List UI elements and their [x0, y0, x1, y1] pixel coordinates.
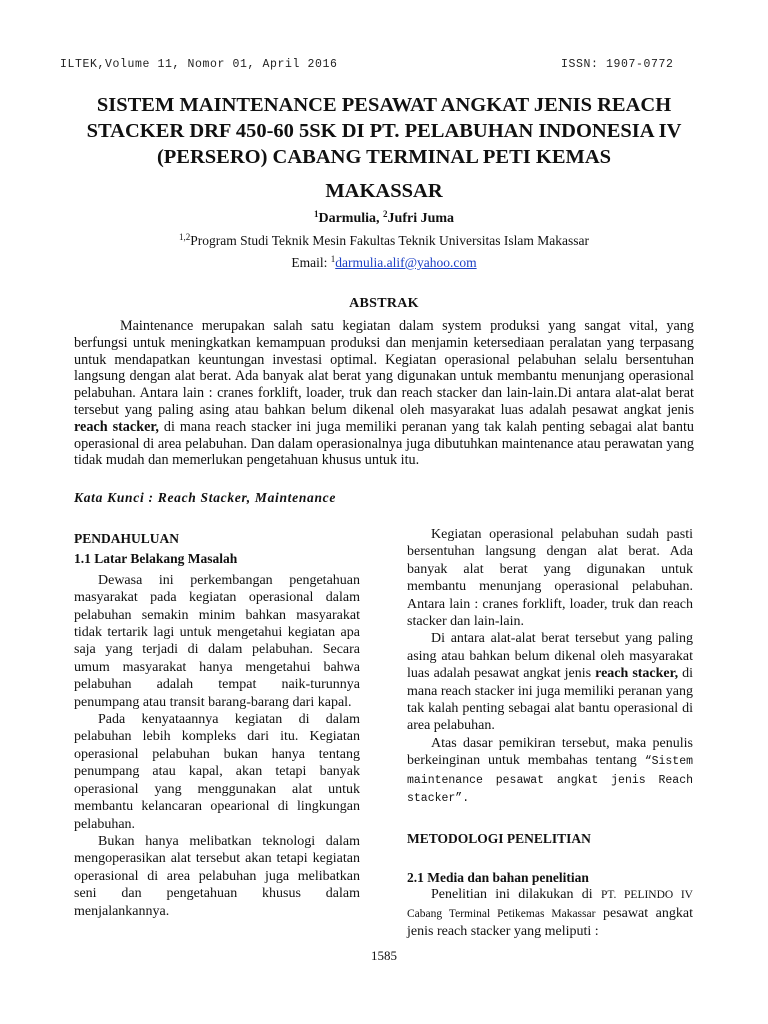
author-superscript: 2	[383, 209, 388, 219]
small-caps-text: Cabang Terminal Petikemas Makassar	[407, 907, 596, 920]
paragraph: Dewasa ini perkembangan pengetahuan masyarakat pada kegiatan operasional dalam pelabuhan semakin minim bahkan masyarakat tidak tertarik lagi untuk mengetahui kegiatan apa saja yang terjadi di dalam pelabuhan. Secara umum masyarakat hanya mengetahui bahwa pelabuhan adalah tempat naik-turunnya penumpang atau transit barang-barang dari kapal.	[74, 572, 360, 710]
small-caps-text: PT. PELINDO IV	[600, 889, 693, 902]
paragraph: Pada kenyataannya kegiatan di dalam pelabuhan lebih kompleks dari itu. Kegiatan operasional pelabuhan bukan hanya tentang penumpang atau kapal, akan tetapi banyak operasional yang menggunakan alat untuk membantu kelancaran opearional di lingkungan pelabuhan.	[74, 712, 360, 832]
paragraph: Bukan hanya melibatkan teknologi dalam mengoperasikan alat tersebut akan tetapi kegiatan operasional di area pelabuhan juga melibatkan seni dan pengetahuan khusus dalam menjalankannya.	[74, 833, 360, 919]
paragraph	[407, 886, 693, 940]
email-line	[0, 255, 768, 271]
section-heading-pendahuluan: PENDAHULUAN	[74, 531, 180, 546]
title-line: MAKASSAR	[325, 180, 443, 202]
affiliation-superscript: 1,2	[178, 232, 191, 242]
title-line: SISTEM MAINTENANCE PESAWAT ANGKAT JENIS REACH	[96, 94, 672, 116]
paragraph-text: Di antara alat-alat berat tersebut yang paling asing atau bahkan belum dikenal oleh masyarakat luas adalah pesawat angkat jenis	[407, 631, 693, 682]
paragraph	[407, 630, 693, 734]
section-heading-metodologi: METODOLOGI PENELITIAN	[407, 830, 591, 846]
abstract-text: di mana reach stacker ini juga memiliki peranan yang tak kalah penting sebagai alat bantu operasional di area pelabuhan. Dan dalam operasionalnya juga dibutuhkan maintenance atau perawatan yang tidak mudah dan memerlukan pengetahuan khusus untuk itu.	[74, 418, 695, 469]
paragraph-text: di mana reach stacker ini juga memiliki peranan yang tak kalah penting sebagai alat bantu operasional di area pelabuhan.	[407, 666, 694, 734]
email-link[interactable]: darmulia.alif@yahoo.com	[335, 255, 477, 270]
left-column	[74, 530, 360, 920]
title-line: STACKER DRF 450-60 5SK DI PT. PELABUHAN INDONESIA IV	[86, 120, 682, 142]
paragraph	[407, 735, 693, 808]
affiliation-text: Program Studi Teknik Mesin Fakultas Teknik Universitas Islam Makassar	[190, 233, 590, 248]
paragraph-text: Atas dasar pemikiran tersebut, maka penulis berkeinginan untuk membahas tentang	[407, 735, 693, 769]
author-name: Jufri Juma	[387, 211, 455, 226]
email-label: Email:	[291, 255, 331, 270]
paper-title	[60, 92, 708, 204]
paragraph-text: pesawat angkat jenis reach stacker yang meliputi :	[407, 905, 693, 940]
title-line: (PERSERO) CABANG TERMINAL PETI KEMAS	[156, 146, 612, 168]
abstract-body	[74, 318, 694, 469]
affiliation	[0, 233, 768, 249]
email-superscript: 1	[330, 254, 336, 264]
abstract-text: Maintenance merupakan salah satu kegiatan dalam system produksi yang sangat vital, yang berfungsi untuk meningkatkan kemampuan produksi dan menjamin ketersediaan peralatan yang terpasang untuk mendapatkan keuntungan investasi optimal. Kegiatan operasional pelabuhan selalu bersentuhan langsung dengan alat berat. Ada banyak alat berat yang digunakan untuk membantu menunjang operasional pelabuhan. Antara lain : cranes forklift, loader, truk dan reach stacker dan lain-lain.Di antara alat-alat berat tersebut yang paling asing atau bahkan belum dikenal oleh masyarakat luas adalah pesawat angkat jenis	[74, 318, 694, 418]
author-superscript: 1	[313, 209, 319, 219]
paragraph: Kegiatan operasional pelabuhan sudah pasti bersentuhan langsung dengan alat berat. Ada banyak alat berat yang digunakan untuk membantu menunjang operasional pelabuhan. Antara lain : cranes forklift, loader, truk dan reach stacker dan lain-lain.	[407, 527, 693, 630]
abstract-bold-term: reach stacker,	[74, 418, 159, 435]
running-header-issn: ISSN: 1907-0772	[561, 58, 674, 71]
right-column	[407, 526, 693, 941]
author-list	[0, 211, 768, 227]
page-number: 1585	[371, 948, 397, 963]
abstract-heading: ABSTRAK	[349, 296, 419, 311]
running-header-journal: ILTEK,Volume 11, Nomor 01, April 2016	[60, 58, 338, 71]
quoted-title: “Sistem maintenance pesawat angkat jenis Reach stacker”.	[407, 755, 693, 806]
bold-term: reach stacker,	[595, 666, 679, 682]
author-name: Darmulia,	[318, 211, 384, 226]
paragraph-text: Penelitian ini dilakukan di	[431, 887, 601, 903]
keywords: Kata Kunci : Reach Stacker, Maintenance	[74, 490, 337, 505]
subsection-heading-media: 2.1 Media dan bahan penelitian	[407, 869, 589, 885]
subsection-heading-latar-belakang: 1.1 Latar Belakang Masalah	[74, 551, 238, 567]
